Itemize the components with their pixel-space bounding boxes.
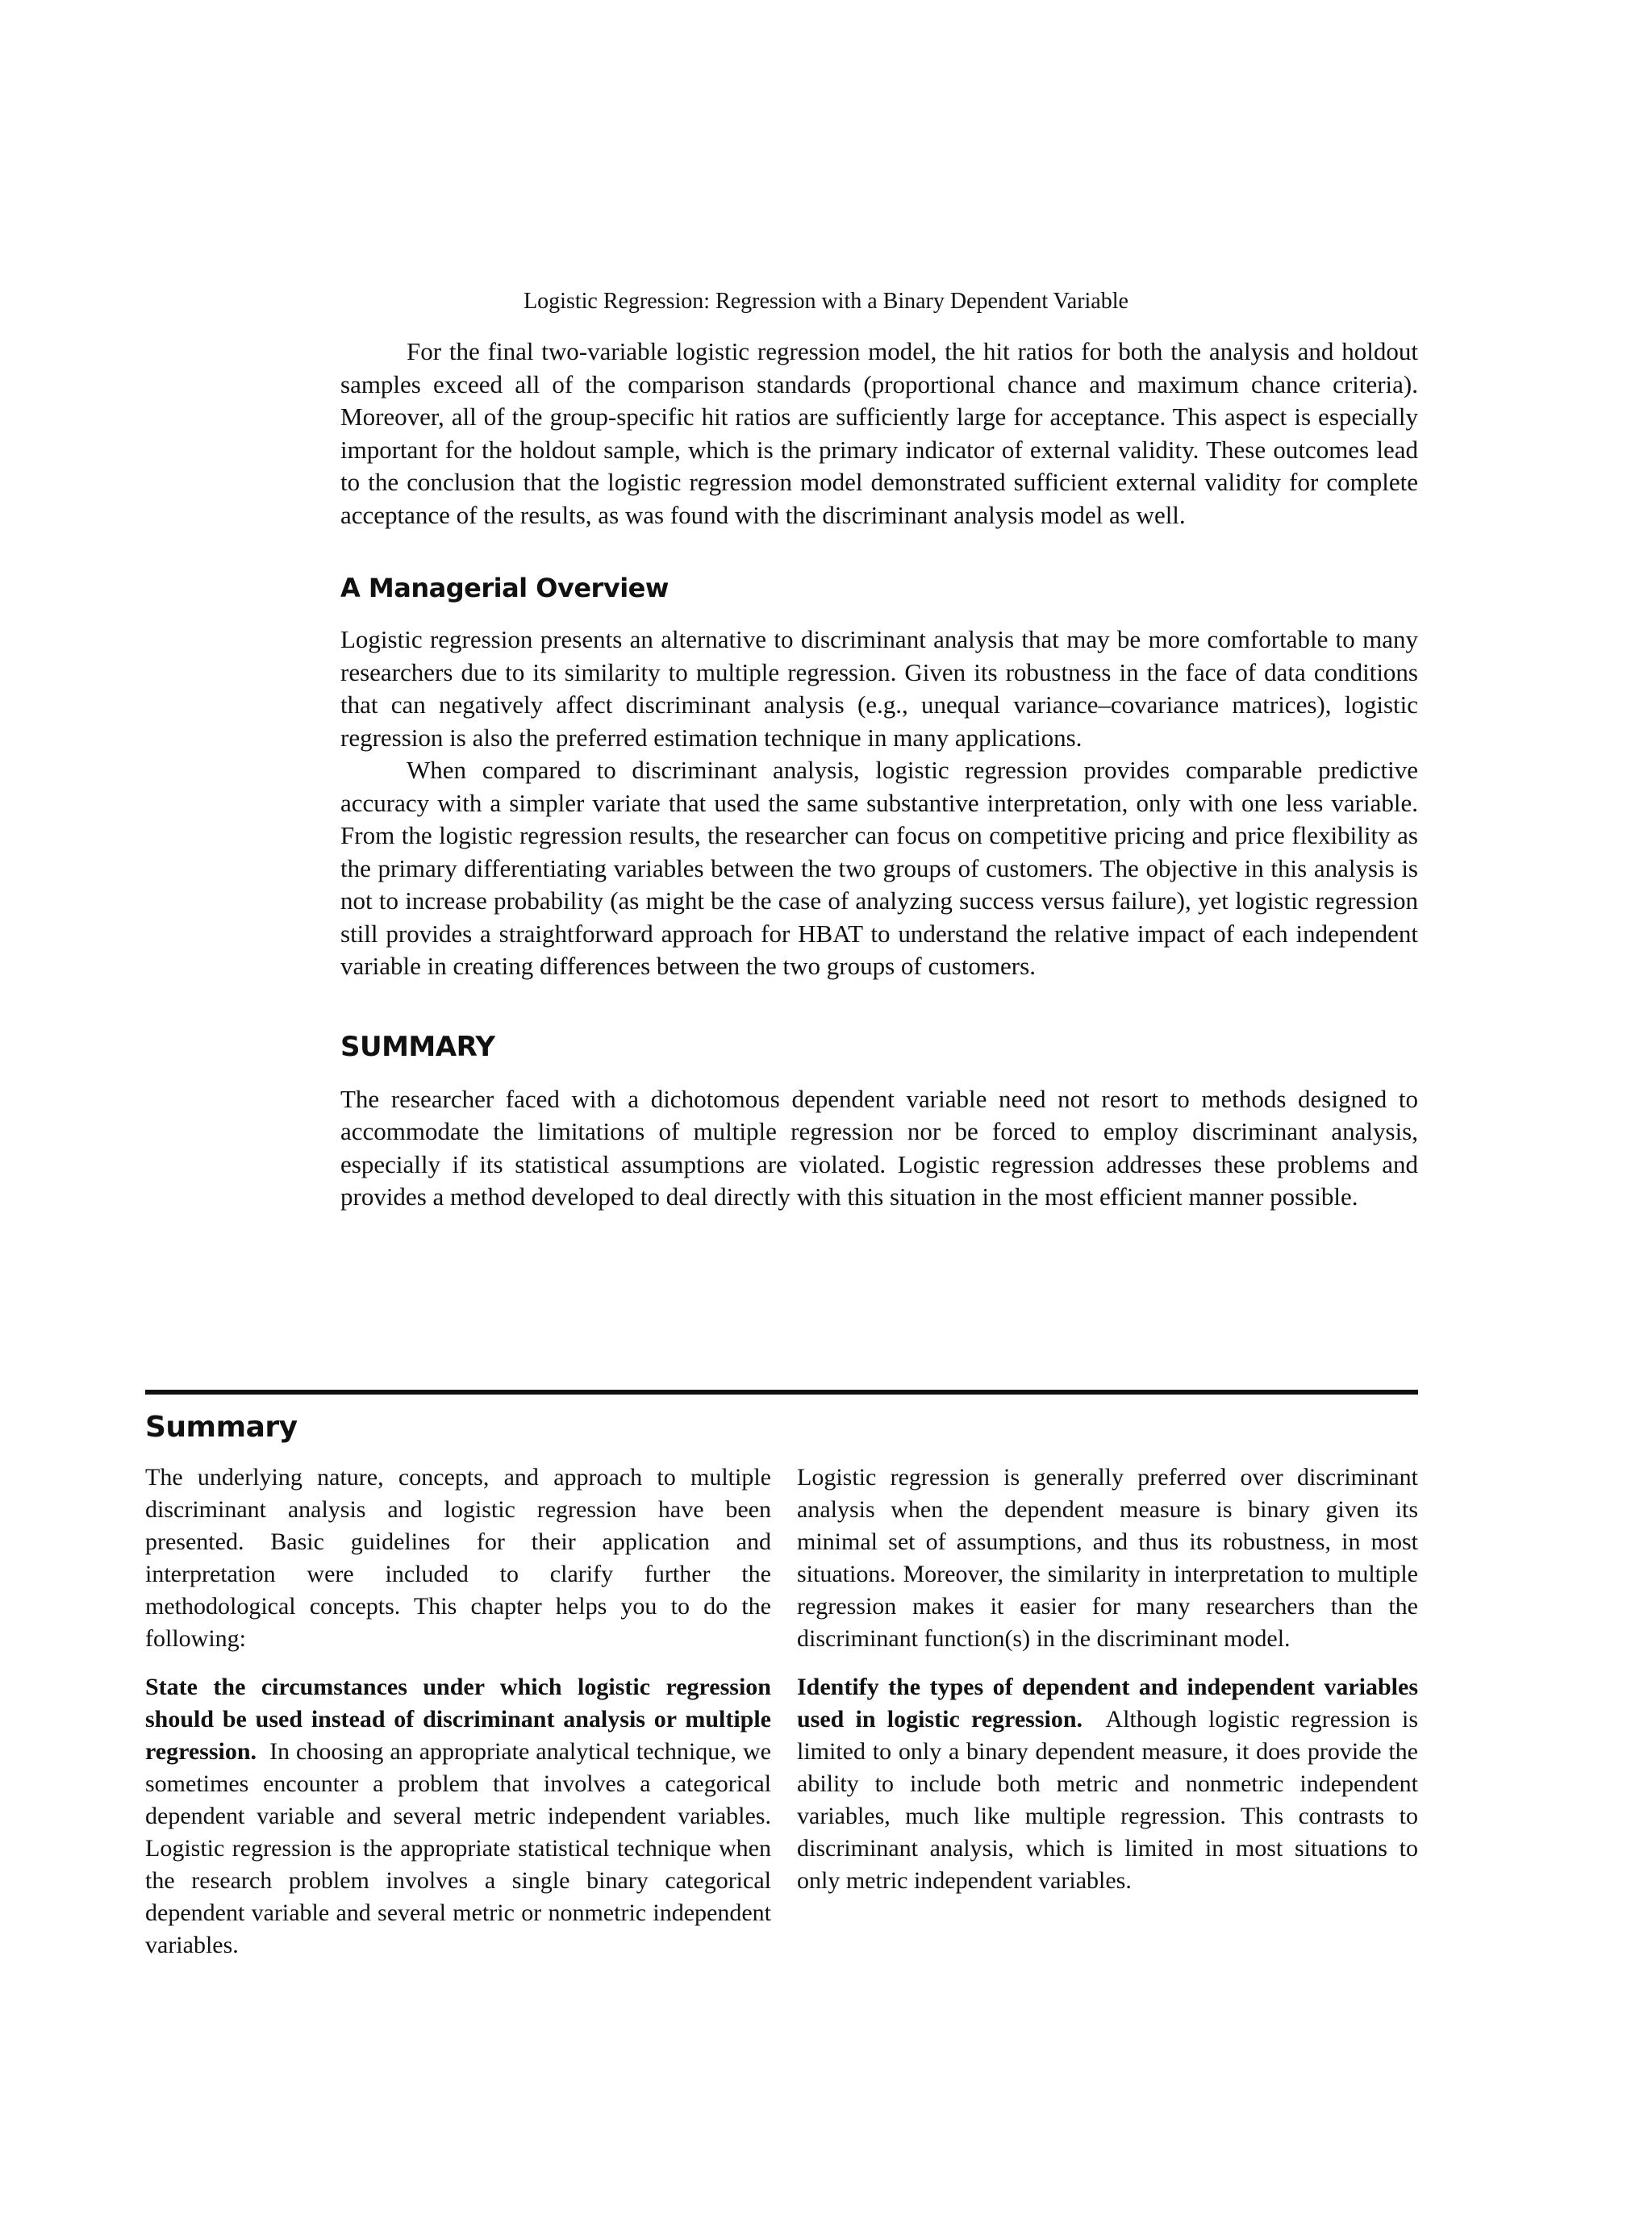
paragraph-hit-ratios: For the final two-variable logistic regression model, the hit ratios for both the analysis and holdout samples exceed all of the comparison standards (proportional chance and maximum chance criteria). Moreover, all of the group-specific hit ratios are sufficiently large for acceptance. This aspect is especially important for the holdout sample, which is the primary indicator of external validity. These outcomes lead to the conclusion that the logistic regression model demonstrated sufficient external validity for complete acceptance of the results, as was found with the discriminant analysis model as well. — [340, 337, 1418, 529]
chapter-summary-title: Summary — [145, 1411, 298, 1444]
heading-managerial-overview: A Managerial Overview — [340, 573, 669, 603]
summary-item-circumstances — [145, 1671, 771, 1962]
summary-preference: Logistic regression is generally preferred over discriminant analysis when the dependent measure is binary given its minimal set of assumptions, and thus its robustness, in most situations. Moreover, the similarity in interpretation to multiple regression makes it easier for many researchers than the discriminant function(s) in the discriminant model. — [797, 1464, 1418, 1652]
running-head: Logistic Regression: Regression with a Binary Dependent Variable — [524, 289, 1128, 314]
paragraph-summary: The researcher faced with a dichotomous dependent variable need not resort to methods designed to accommodate the limitations of multiple regression nor be forced to employ discriminant analysis, especially if its statistical assumptions are violated. Logistic regression addresses these problems and provides a method developed to deal directly with this situation in the most efficient manner possible. — [340, 1084, 1418, 1211]
summary-right-column — [797, 1462, 1418, 1897]
summary-item-variable-types-body: Although logistic regression is limited to only a binary dependent measure, it does provide the ability to include both metric and nonmetric independent variables, much like multiple regression. This contrasts to discriminant analysis, which is limited in most situations to only metric independent variables. — [797, 1706, 1418, 1894]
summary-item-circumstances-lead: State the circumstances under which logistic regression should be used instead of discriminant analysis or multiple regression. — [145, 1674, 771, 1765]
paragraph-overview-2: When compared to discriminant analysis, logistic regression provides comparable predictive accuracy with a simpler variate that used the same substantive interpretation, only with one less variable. From the logistic regression results, the researcher can focus on competitive pricing and price flexibility as the primary differentiating variables between the two groups of customers. The objective in this analysis is not to increase probability (as might be the case of analyzing success versus failure), yet logistic regression still provides a straightforward approach for HBAT to understand the relative impact of each independent variable in creating differences between the two groups of customers. — [340, 756, 1418, 980]
summary-item-circumstances-body: In choosing an appropriate analytical technique, we sometimes encounter a problem that involves a categorical dependent variable and several metric independent variables. Logistic regression is the appropriate statistical technique when the research problem involves a single binary categorical dependent variable and several metric or nonmetric independent variables. — [145, 1738, 771, 1958]
section-divider-rule — [145, 1390, 1418, 1395]
main-text-column — [340, 336, 1418, 1214]
heading-summary: SUMMARY — [340, 1030, 495, 1063]
summary-item-variable-types — [797, 1671, 1418, 1897]
summary-item-variable-types-lead: Identify the types of dependent and independent variables used in logistic regression. — [797, 1674, 1418, 1733]
summary-left-column — [145, 1462, 771, 1962]
paragraph-overview-1: Logistic regression presents an alternative to discriminant analysis that may be more comfortable to many researchers due to its similarity to multiple regression. Given its robustness in the face of data conditions that can negatively affect discriminant analysis (e.g., unequal variance–covariance matrices), logistic regression is also the preferred estimation technique in many applications. — [340, 625, 1418, 752]
summary-intro: The underlying nature, concepts, and approach to multiple discriminant analysis and logistic regression have been presented. Basic guidelines for their application and interpretation were included to clarify further the methodological concepts. This chapter helps you to do the following: — [145, 1464, 771, 1652]
